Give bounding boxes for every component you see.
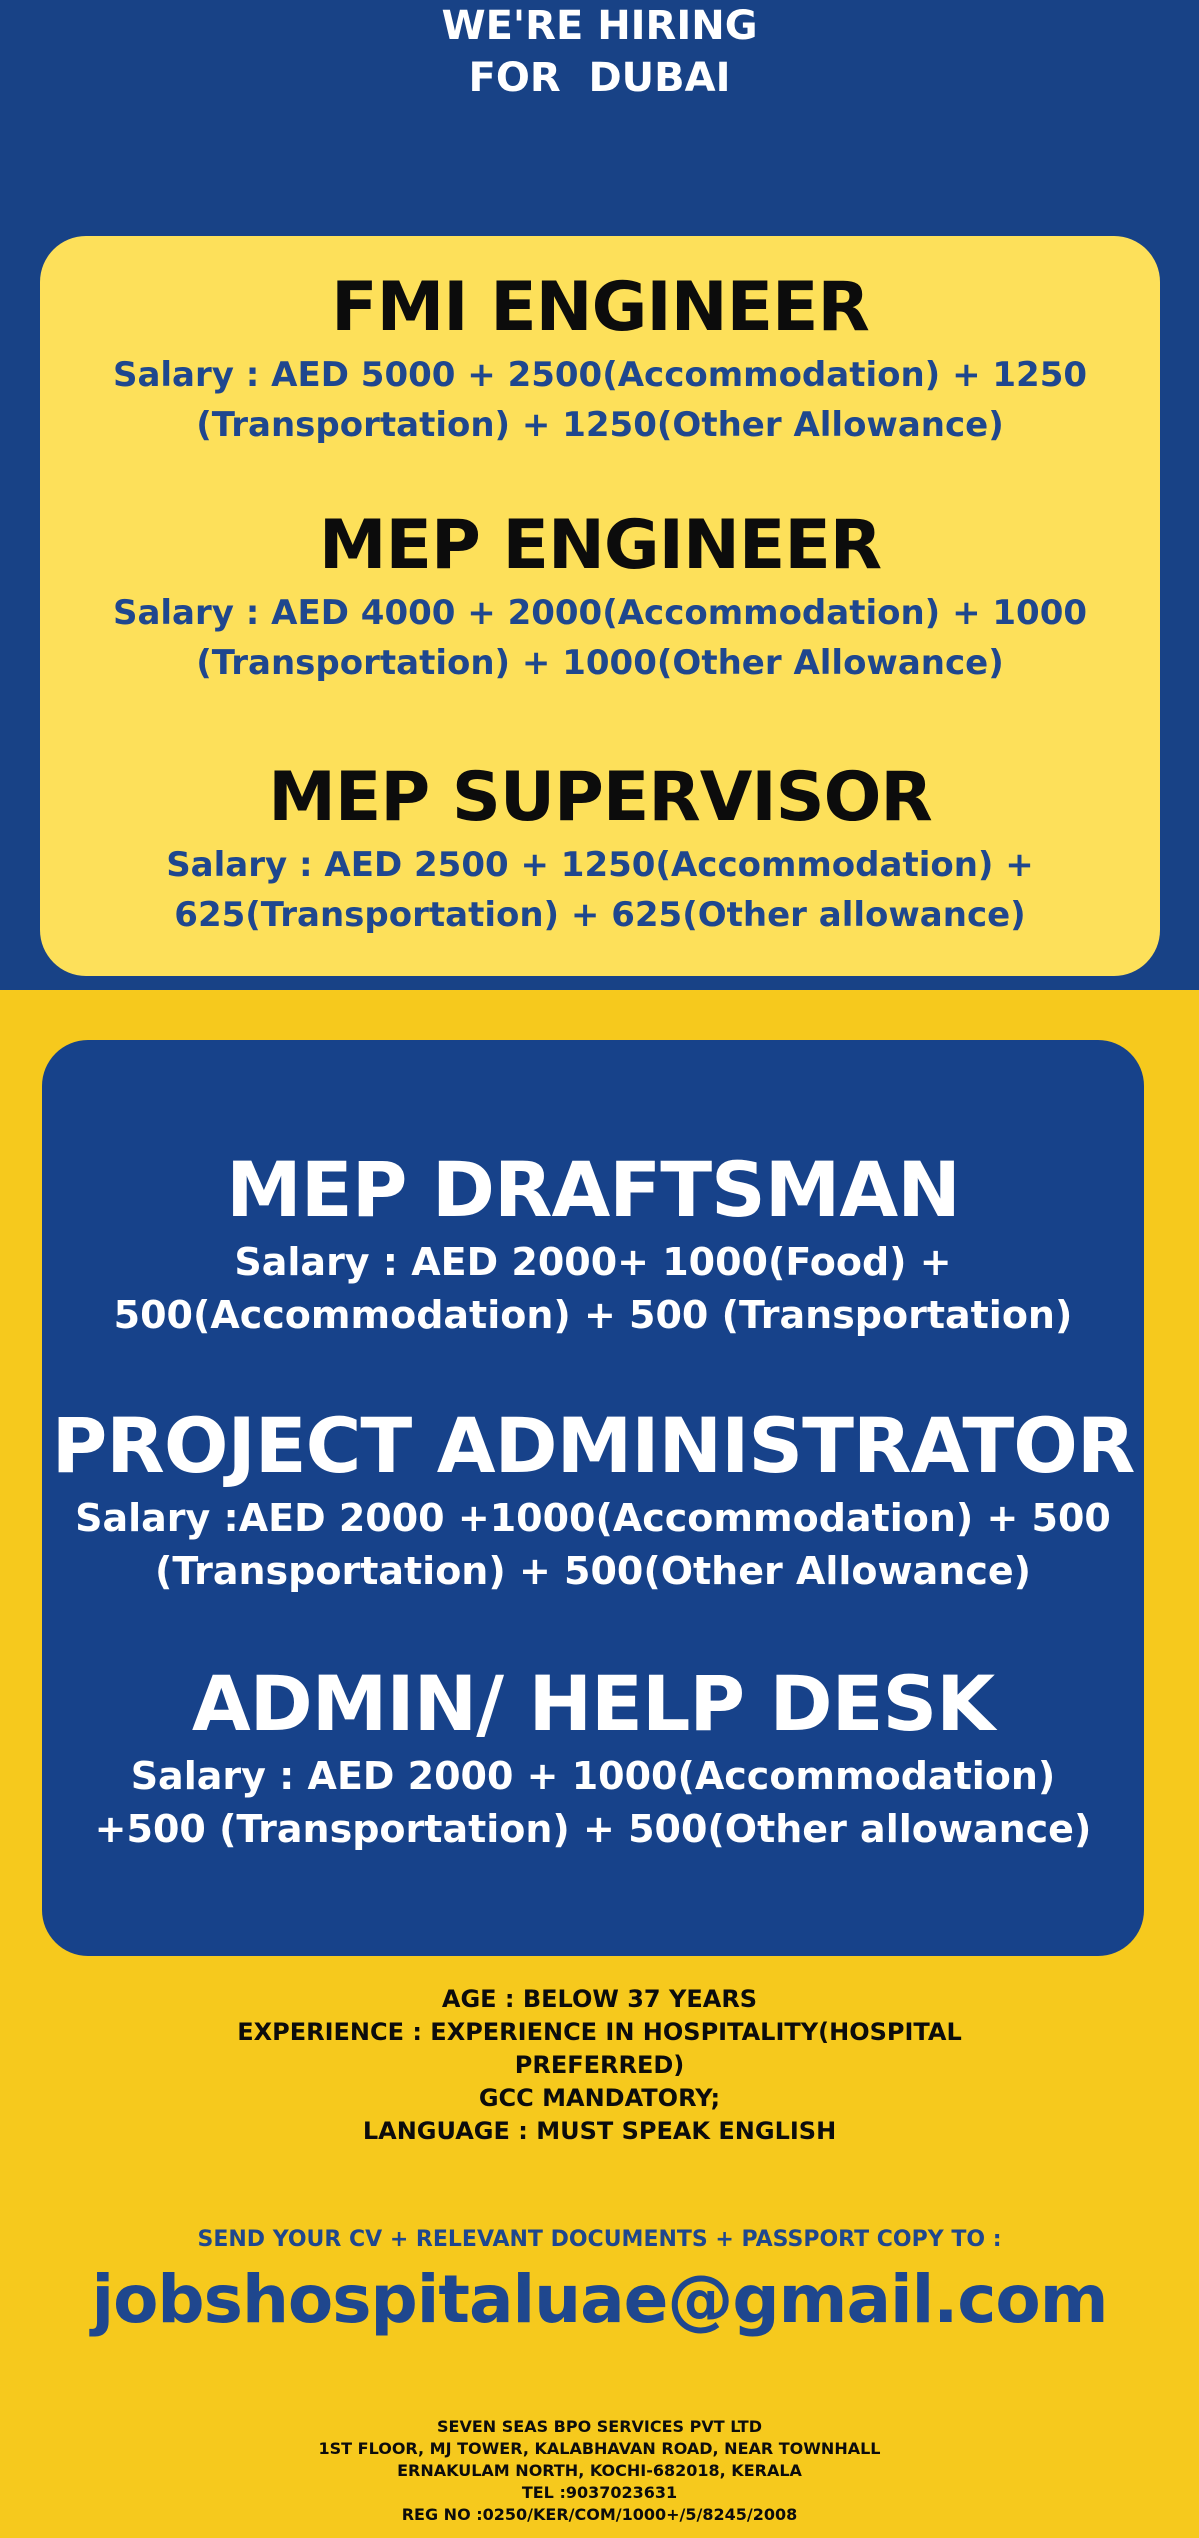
job-title: MEP SUPERVISOR [268,758,932,837]
company-name: SEVEN SEAS BPO SERVICES PVT LTD [437,2417,762,2436]
job-project-administrator [42,1400,1144,1598]
engineering-jobs-card [40,236,1160,976]
job-salary: Salary : AED 4000 + 2000(Accommodation) + 1000 (Transportation) + 1000(Other Allowance) [112,593,1088,683]
requirement-age: AGE : BELOW 37 YEARS [441,1985,758,2013]
job-salary: Salary : AED 2000+ 1000(Food) + 500(Accommodation) + 500 (Transportation) [113,1240,1073,1337]
job-salary: Salary : AED 2000 + 1000(Accommodation) +500 (Transportation) + 500(Other allowance) [94,1754,1092,1851]
hiring-heading-line-1: WE'RE HIRING [441,3,758,49]
job-admin-help-desk [42,1658,1144,1856]
job-mep-supervisor [40,756,1160,940]
contact-email-link[interactable]: jobshospitaluae@gmail.com [91,2261,1108,2338]
job-title: ADMIN/ HELP DESK [191,1659,995,1748]
requirement-gcc: GCC MANDATORY; [478,2084,721,2112]
requirement-experience-line-1: EXPERIENCE : EXPERIENCE IN HOSPITALITY(HOSPITAL [237,2018,962,2046]
hiring-heading-line-2: FOR DUBAI [468,55,731,101]
job-title: MEP DRAFTSMAN [226,1145,960,1234]
job-mep-engineer [40,504,1160,688]
job-title: MEP ENGINEER [318,506,882,585]
job-fmi-engineer [40,266,1160,450]
requirement-experience-line-2: PREFERRED) [514,2051,685,2079]
office-jobs-card [42,1040,1144,1956]
job-title: FMI ENGINEER [331,268,869,347]
job-salary: Salary :AED 2000 +1000(Accommodation) + 500 (Transportation) + 500(Other Allowance) [75,1496,1111,1593]
company-details [0,2416,1199,2526]
job-mep-draftsman [42,1144,1144,1342]
job-title: PROJECT ADMINISTRATOR [51,1401,1135,1490]
company-registration: REG NO :0250/KER/COM/1000+/5/8245/2008 [401,2505,798,2524]
send-cv-instruction: SEND YOUR CV + RELEVANT DOCUMENTS + PASSPORT COPY TO : [197,2227,1002,2252]
job-salary: Salary : AED 2500 + 1250(Accommodation) + 625(Transportation) + 625(Other allowance) [166,845,1034,935]
company-telephone: TEL :9037023631 [521,2483,678,2502]
requirements-block [0,1983,1199,2148]
requirement-language: LANGUAGE : MUST SPEAK ENGLISH [362,2117,837,2145]
job-salary: Salary : AED 5000 + 2500(Accommodation) + 1250 (Transportation) + 1250(Other Allowance) [112,355,1088,445]
company-address-line-2: ERNAKULAM NORTH, KOCHI-682018, KERALA [397,2461,802,2480]
hiring-heading [0,0,1199,104]
company-address-line-1: 1ST FLOOR, MJ TOWER, KALABHAVAN ROAD, NEAR TOWNHALL [318,2439,881,2458]
